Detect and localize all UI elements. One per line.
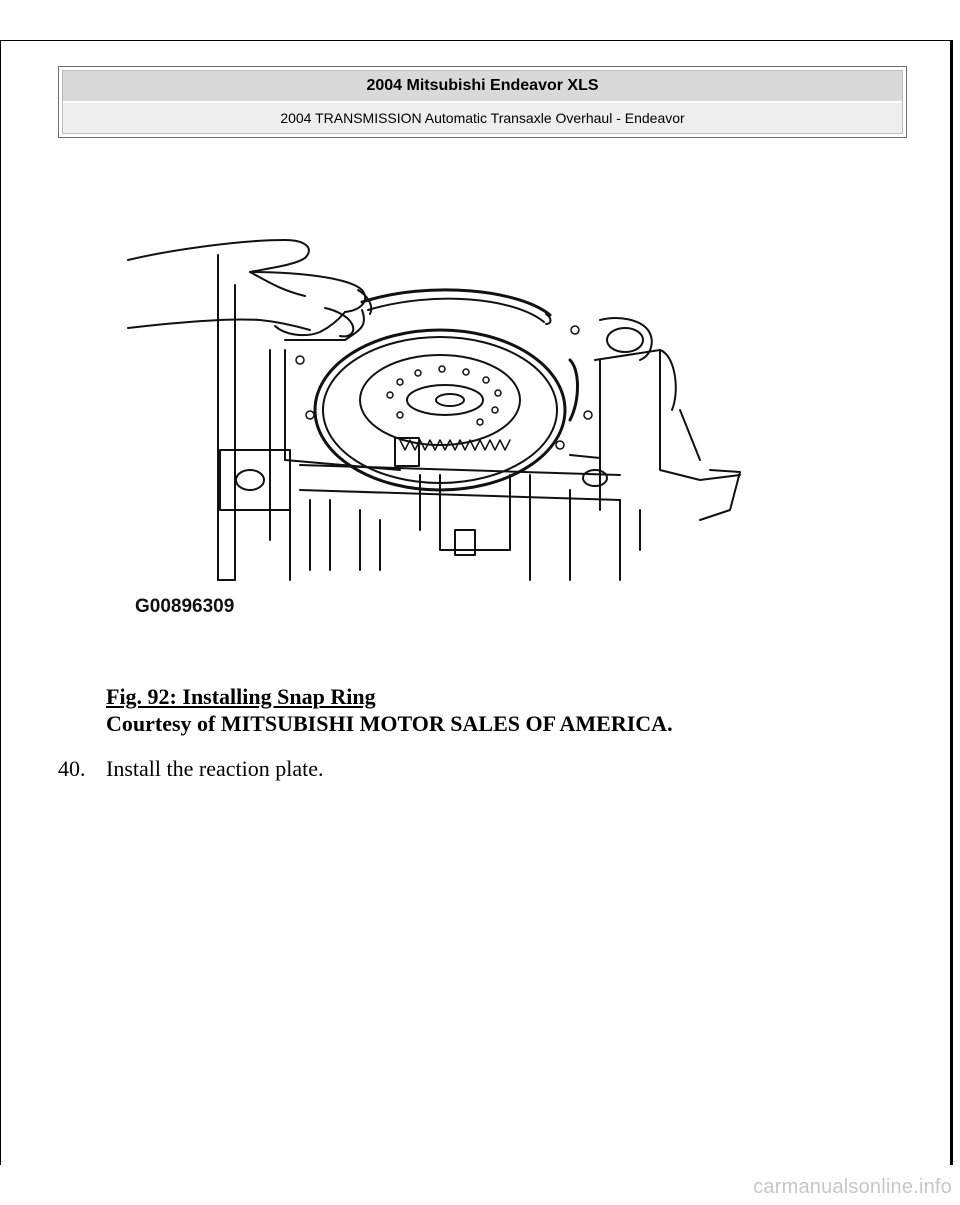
step-number: 40.: [58, 756, 86, 781]
figure-code: G00896309: [135, 596, 235, 617]
figure-caption: [106, 683, 673, 737]
header-inner: [62, 70, 903, 134]
figure-credit: Courtesy of MITSUBISHI MOTOR SALES OF AMERICA.: [106, 711, 673, 736]
figure-illustration: [100, 210, 760, 640]
step-text: Install the reaction plate.: [106, 756, 324, 781]
vehicle-title: 2004 Mitsubishi Endeavor XLS: [63, 71, 902, 103]
step-item: [58, 755, 323, 782]
snap-ring-illustration-icon: [100, 210, 760, 640]
document-header: [58, 66, 907, 138]
section-title: 2004 TRANSMISSION Automatic Transaxle Overhaul - Endeavor: [63, 103, 902, 133]
figure-title: Fig. 92: Installing Snap Ring: [106, 684, 376, 709]
watermark: carmanualsonline.info: [753, 1176, 952, 1198]
